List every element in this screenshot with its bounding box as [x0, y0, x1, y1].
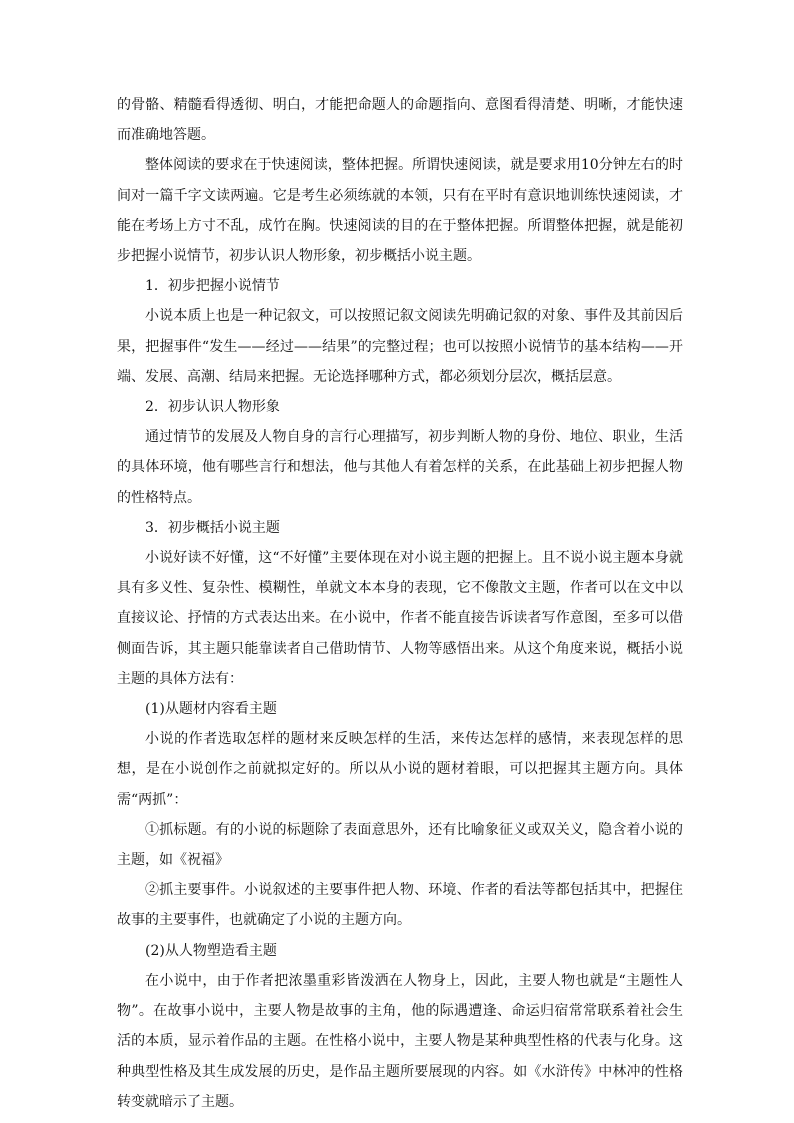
paragraph-subject-matter: 小说的作者选取怎样的题材来反映怎样的生活，来传达怎样的感情，来表现怎样的思想，是在小说创作之前就拟定好的。所以从小说的题材着眼，可以把握其主题方向。具体需“两抓”： [117, 731, 683, 808]
paragraph-main-event-point: ②抓主要事件。小说叙述的主要事件把人物、环境、作者的看法等都包括其中，把握住故事的主要事件，也就确定了小说的主题方向。 [117, 882, 683, 929]
subheading-character-shaping: (2)从人物塑造看主题 [145, 942, 277, 959]
document-page [117, 90, 683, 1117]
paragraph-title-point: ①抓标题。有的小说的标题除了表面意思外，还有比喻象征义或双关义，隐含着小说的主题，如《祝福》 [117, 821, 683, 869]
paragraph-overall-reading: 整体阅读的要求在于快速阅读，整体把握。所谓快速阅读，就是要求用10分钟左右的时间对一篇千字文读两遍。它是考生必须练就的本领，只有在平时有意识地训练快速阅读，才能在考场上方寸不乱，成竹在胸。快速阅读的目的在于整体把握。所谓整体把握，就是能初步把握小说情节，初步认识人物形象，初步概括小说主题。 [117, 157, 683, 265]
paragraph-theme: 小说好读不好懂，这“不好懂”主要体现在对小说主题的把握上。且不说小说主题本身就具有多义性、复杂性、模糊性，单就文本本身的表现，它不像散文主题，作者可以在文中以直接议论、抒情的方式表达出来。在小说中，作者不能直接告诉读者写作意图，至多可以借侧面告诉，其主题只能靠读者自己借助情节、人物等感悟出来。从这个角度来说，概括小说主题的具体方法有： [117, 550, 683, 687]
paragraph-plot: 小说本质上也是一种记叙文，可以按照记叙文阅读先明确记叙的对象、事件及其前因后果，把握事件“发生——经过——结果”的完整过程；也可以按照小说情节的基本结构——开端、发展、高潮、结局来把握。无论选择哪种方式，都必须划分层次，概括层意。 [117, 308, 683, 385]
heading-theme: 3．初步概括小说主题 [145, 519, 280, 536]
paragraph-character: 通过情节的发展及人物自身的言行心理描写，初步判断人物的身份、地位、职业，生活的具体环境，他有哪些言行和想法，他与其他人有着怎样的关系，在此基础上初步把握人物的性格特点。 [117, 429, 683, 506]
heading-character: 2．初步认识人物形象 [145, 399, 280, 416]
subheading-subject-matter: (1)从题材内容看主题 [145, 701, 277, 718]
paragraph-character-shaping: 在小说中，由于作者把浓墨重彩皆泼洒在人物身上，因此，主要人物也就是“主题性人物”。在故事小说中，主要人物是故事的主角，他的际遇遭逢、命运归宿常常联系着社会生活的本质，显示着作品的主题。在性格小说中，主要人物是某种典型性格的代表与化身。这种典型性格及其生成发展的历史，是作品主题所要展现的内容。如《水浒传》中林冲的性格转变就暗示了主题。 [117, 972, 683, 1110]
paragraph-continued: 的骨骼、精髓看得透彻、明白，才能把命题人的命题指向、意图看得清楚、明晰，才能快速而准确地答题。 [117, 97, 683, 144]
heading-plot: 1．初步把握小说情节 [145, 278, 280, 295]
